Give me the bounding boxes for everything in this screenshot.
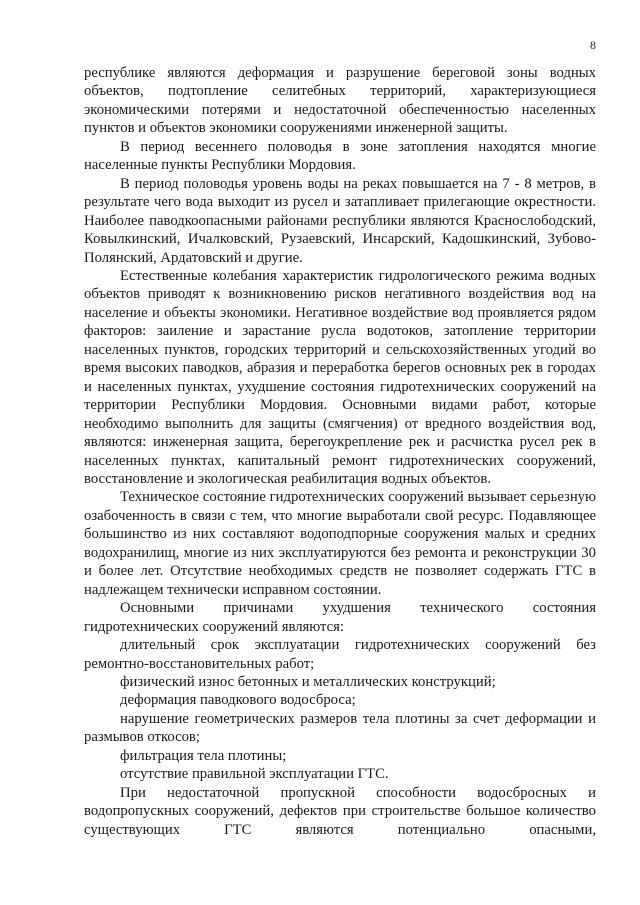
list-item: длительный срок эксплуатации гидротехнических сооружений без ремонтно-восстановительных работ; — [84, 637, 596, 672]
paragraph: Техническое состояние гидротехнических сооружений вызывает серьезную озабоченность в связи с тем, что многие выработали свой ресурс. Подавляющее большинство из них составляют водоподпорные сооружения малых и средних водохранилищ, многие из них эксплуатируются без ремонта и реконструкции 30 и более лет. Отсутствие необходимых средств не позволяет содержать ГТС в надлежащем технически исправном состоянии. — [84, 489, 596, 598]
paragraph: При недостаточной пропускной способности водосбросных и водопропускных сооружений, дефектов при строительстве большое количество существующих ГТС являются потенциально опасными, — [84, 784, 596, 838]
paragraph: Естественные колебания характеристик гидрологического режима водных объектов приводят к возникновению рисков негативного воздействия вод на население и объекты экономики. Негативное воздействие вод проявляется рядом факторов: заиление и зарастание русла водотоков, затопление территории населенных пунктов, городских территорий и сельскохозяйственных угодий во время высоких паводков, абразия и переработка берегов основных рек в городах и населенных пунктах, ухудшение состояния гидротехнических сооружений на территории Республики Мордовия. Основными видами работ, которые необходимо выполнить для защиты (смягчения) от вредного воздействия вод, являются: инженерная защита, берегоукрепление рек и расчистка русел рек в населенных пунктах, капитальный ремонт гидротехнических сооружений, восстановление и экологическая реабилитация водных объектов. — [84, 267, 596, 487]
paragraph: В период половодья уровень воды на реках повышается на 7 - 8 метров, в результате чего вода выходит из русел и затапливает прилегающие окрестности. Наиболее паводкоопасными районами республики являются Краснослободский, Ковылкинский, Ичалковский, Рузаевский, Инсарский, Кадошкинский, Зубово-Полянский, Ардатовский и другие. — [84, 175, 596, 266]
paragraph: Основными причинами ухудшения технического состояния гидротехнических сооружений являются: — [84, 600, 596, 635]
list-item: деформация паводкового водосброса; — [120, 692, 356, 709]
paragraph: В период весеннего половодья в зоне затопления находятся многие населенные пункты Республики Мордовия. — [84, 138, 596, 174]
page-number: 8 — [590, 38, 596, 52]
document-body — [84, 64, 596, 839]
list-item: фильтрация тела плотины; — [120, 747, 287, 764]
list-item: нарушение геометрических размеров тела плотины за счет деформации и размывов откосов; — [84, 710, 596, 746]
list-item: отсутствие правильной эксплуатации ГТС. — [120, 766, 389, 783]
list-item: физический износ бетонных и металлических конструкций; — [120, 673, 496, 690]
paragraph: республике являются деформация и разрушение береговой зоны водных объектов, подтопление селитебных территорий, характеризующиеся экономическими потерями и недостаточной обеспеченностью населенных пунктов и объектов экономики сооружениями инженерной защиты. — [84, 65, 596, 137]
